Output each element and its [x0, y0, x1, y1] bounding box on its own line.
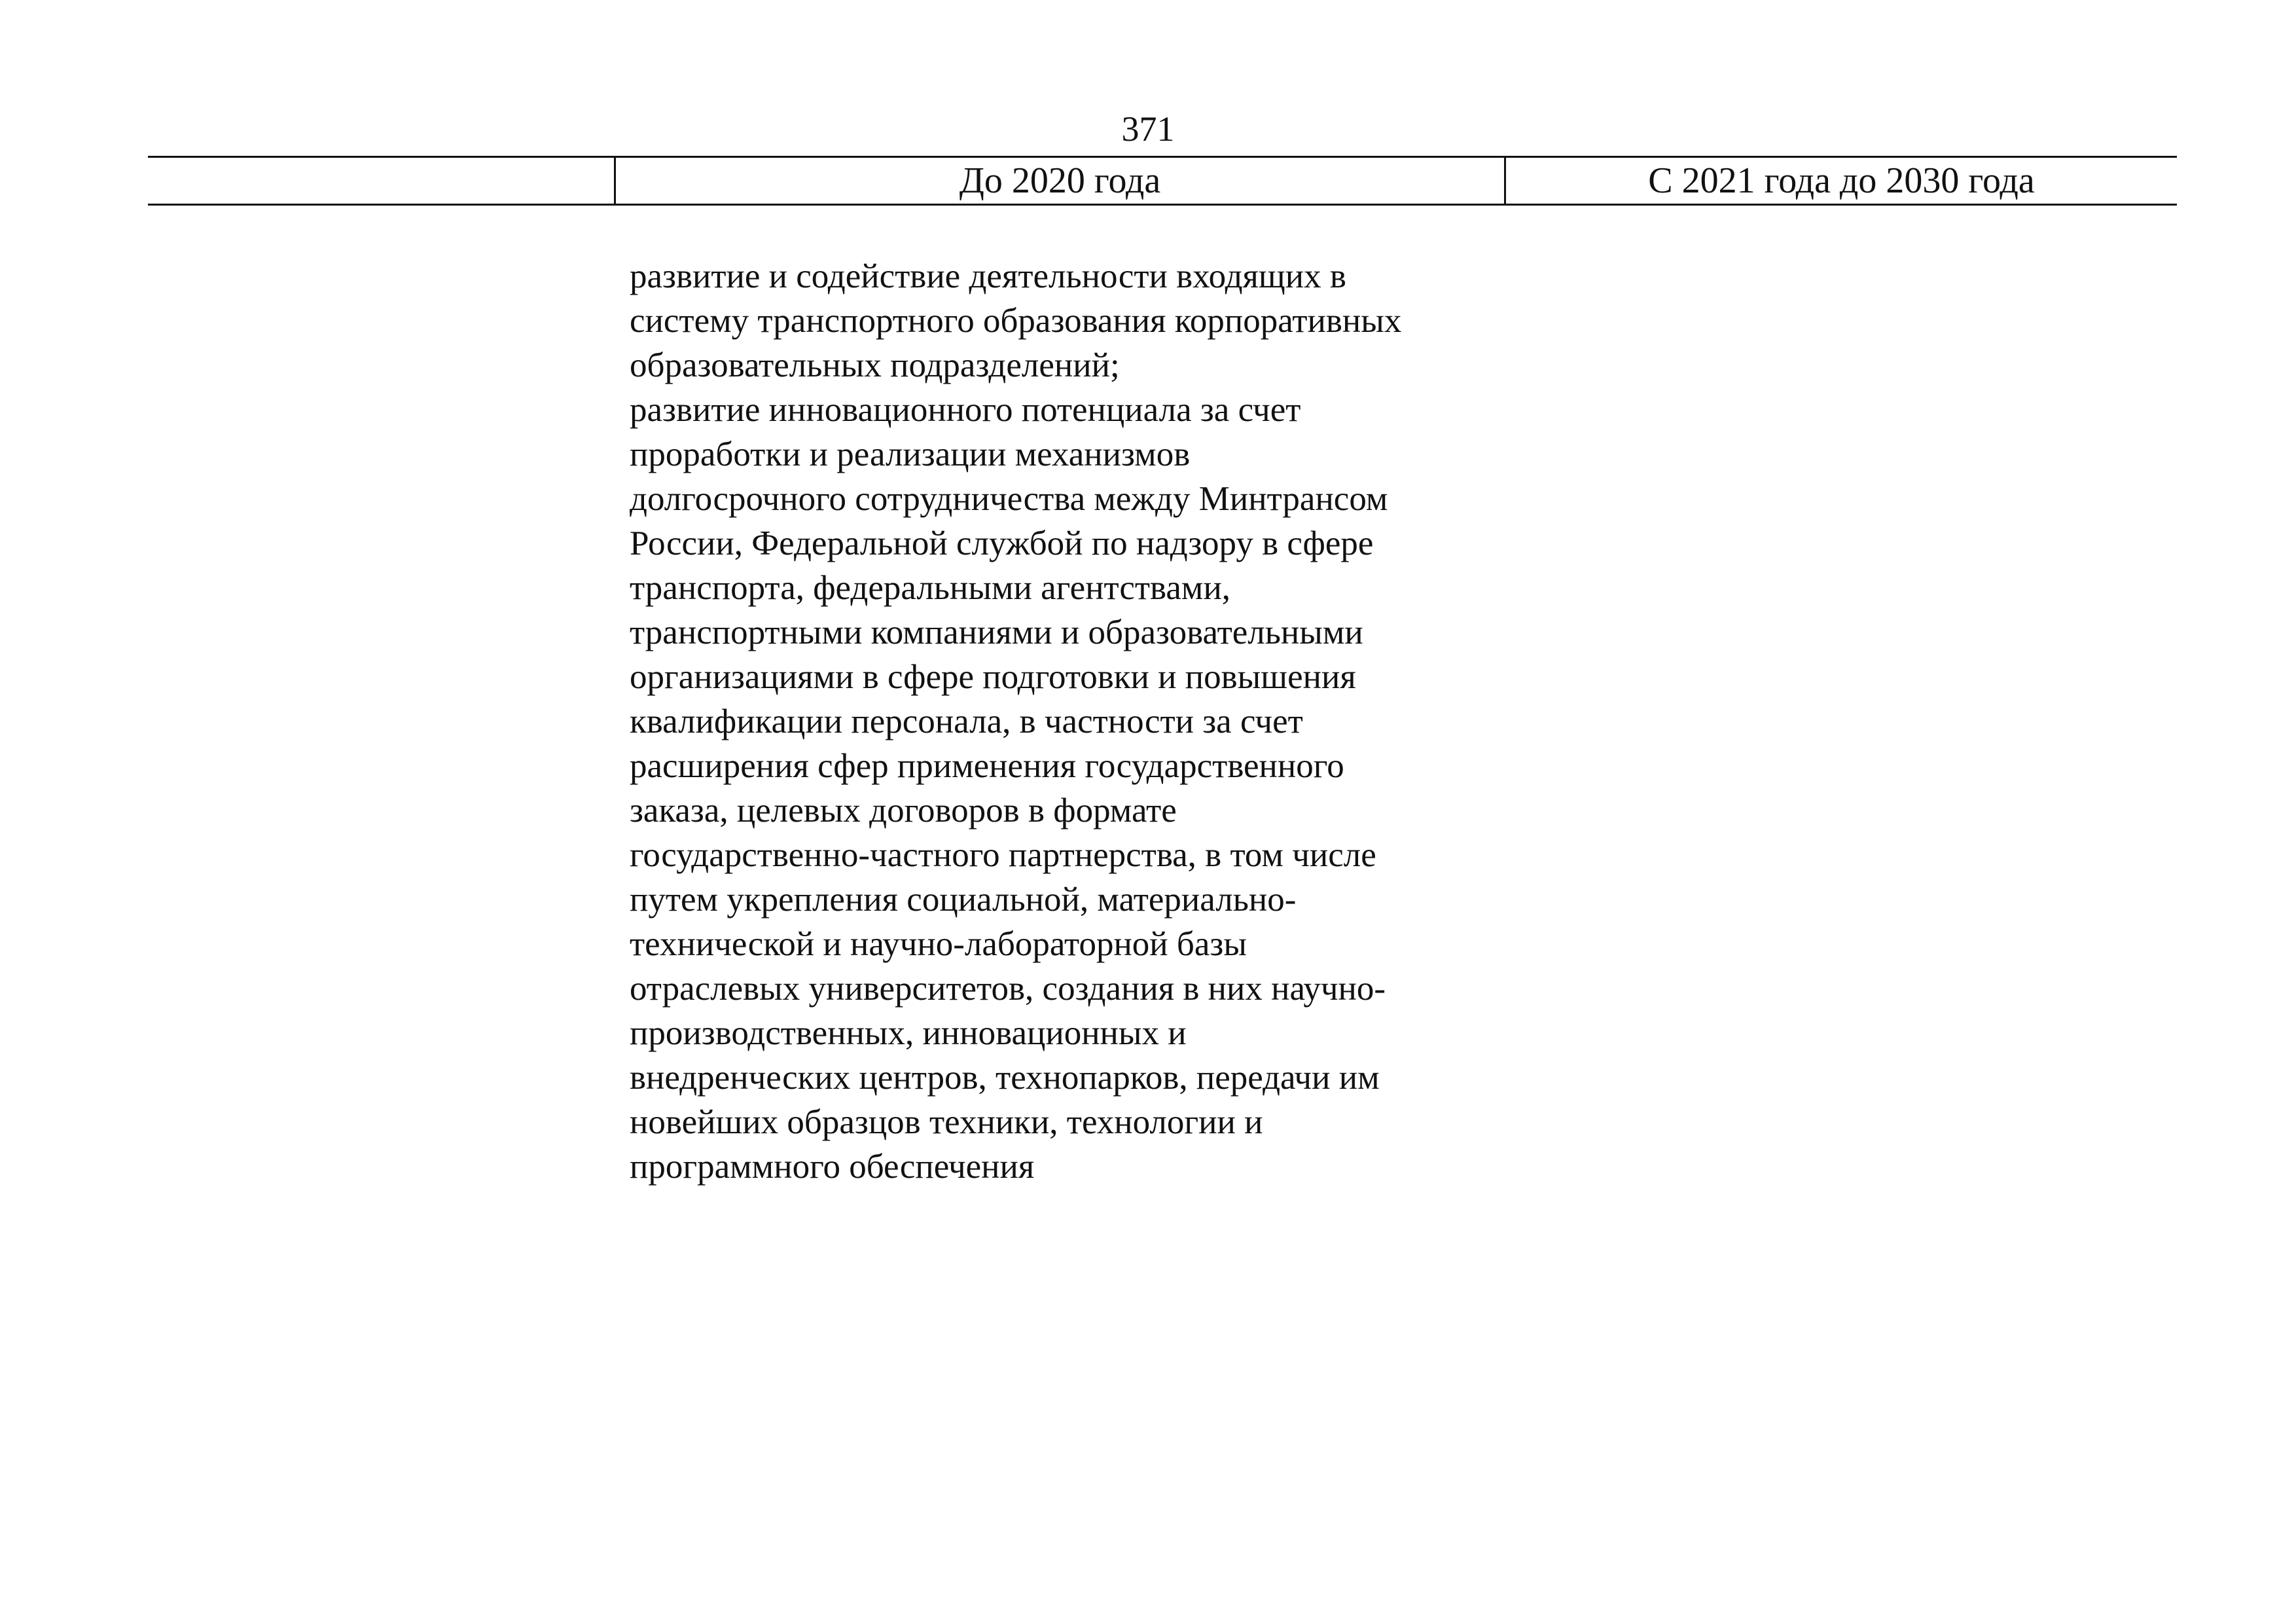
text-line: технической и научно-лабораторной базы	[630, 925, 1247, 963]
text-line: путем укрепления социальной, материально-	[630, 881, 1297, 919]
text-line: новейших образцов техники, технологии и	[630, 1103, 1263, 1141]
header-cell-empty	[148, 158, 614, 204]
text-line: транспорта, федеральными агентствами,	[630, 569, 1231, 607]
text-line: организациями в сфере подготовки и повышения	[630, 658, 1356, 696]
header-cell-2021-2030: С 2021 года до 2030 года	[1504, 158, 2177, 204]
text-line: внедренческих центров, технопарков, передачи им	[630, 1059, 1380, 1097]
text-line: расширения сфер применения государственного	[630, 747, 1344, 785]
text-line: квалификации персонала, в частности за счет	[630, 702, 1303, 740]
text-line: заказа, целевых договоров в формате	[630, 792, 1177, 830]
text-line: развитие и содействие деятельности входящих в	[630, 257, 1346, 295]
text-line: развитие инновационного потенциала за счет	[630, 391, 1301, 429]
text-line: систему транспортного образования корпоративных	[630, 302, 1402, 340]
text-line: государственно-частного партнерства, в том числе	[630, 836, 1376, 874]
text-line: образовательных подразделений;	[630, 346, 1120, 384]
text-line: производственных, инновационных и	[630, 1014, 1187, 1052]
text-line: проработки и реализации механизмов	[630, 435, 1191, 473]
text-line: транспортными компаниями и образовательными	[630, 613, 1363, 651]
header-cell-until-2020: До 2020 года	[614, 158, 1504, 204]
page-number: 371	[1121, 109, 1175, 149]
text-line: отраслевых университетов, создания в них научно-	[630, 970, 1386, 1008]
content-cell-until-2020	[630, 254, 1533, 1189]
table-header	[148, 156, 2177, 206]
text-line: программного обеспечения	[630, 1148, 1035, 1186]
text-line: России, Федеральной службой по надзору в сфере	[630, 524, 1374, 562]
text-line: долгосрочного сотрудничества между Минтрансом	[630, 480, 1388, 518]
